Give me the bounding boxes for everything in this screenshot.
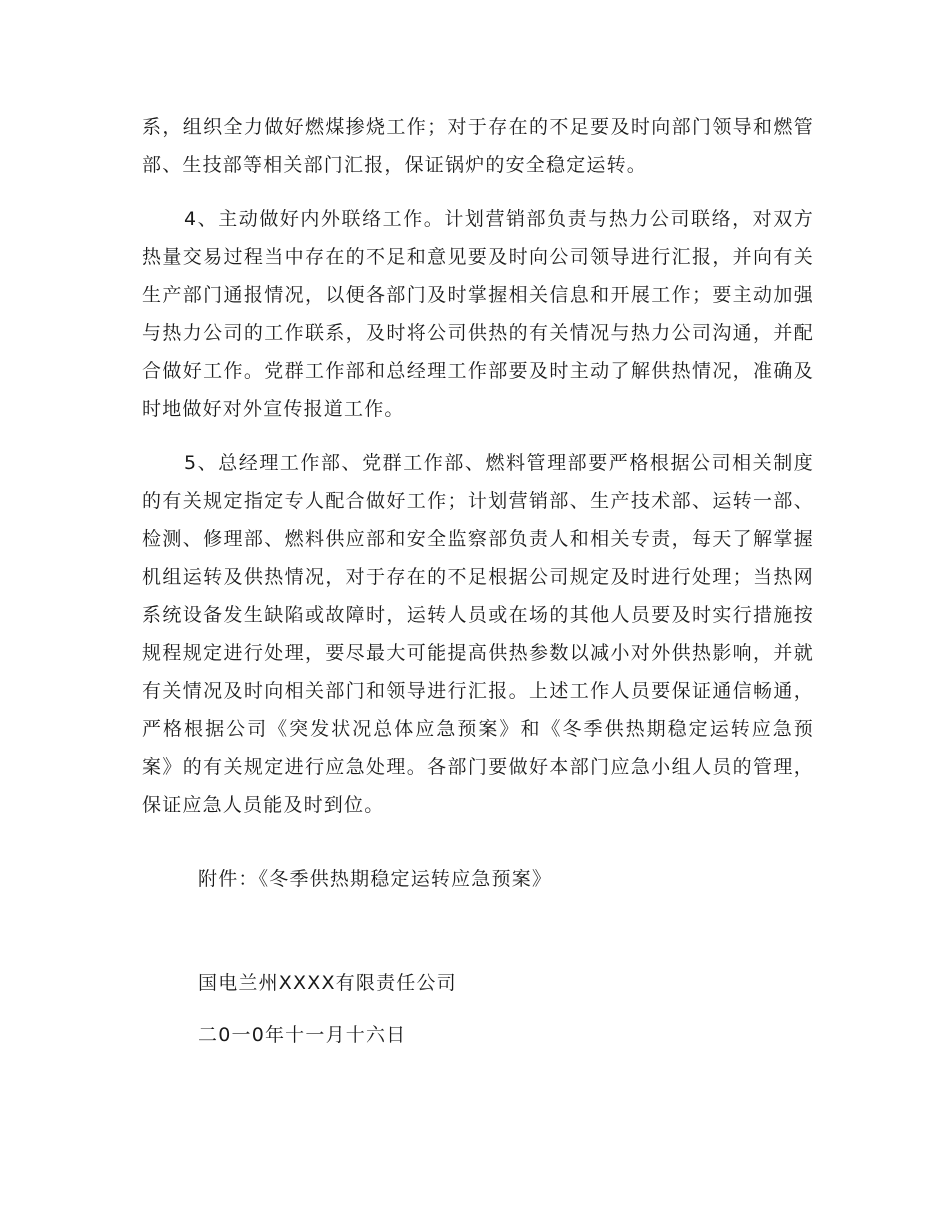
paragraph-continuation: 系，组织全力做好燃煤掺烧工作；对于存在的不足要及时向部门领导和燃管部、生技部等相关部门汇报，保证锅炉的安全稳定运转。 [142,116,814,176]
attachment-note: 附件：《冬季供热期稳定运转应急预案》 [198,868,553,890]
signature-date: 二0一0年十一月十六日 [198,1024,407,1046]
paragraph-item-5: 5、总经理工作部、党群工作部、燃料管理部要严格根据公司相关制度的有关规定指定专人配合做好工作；计划营销部、生产技术部、运转一部、检测、修理部、燃料供应部和安全监察部负责人和相关专责，每天了解掌握机组运转及供热情况，对于存在的不足根据公司规定及时进行处理；当热网系统设备发生缺陷或故障时，运转人员或在场的其他人员要及时实行措施按规程规定进行处理，要尽最大可能提高供热参数以减小对外供热影响，并就有关情况及时向相关部门和领导进行汇报。上述工作人员要保证通信畅通，严格根据公司《突发状况总体应急预案》和《冬季供热期稳定运转应急预案》的有关规定进行应急处理。各部门要做好本部门应急小组人员的管理，保证应急人员能及时到位。 [142,452,814,816]
signature-organization: 国电兰州XXXX有限责任公司 [198,972,457,994]
document-body [142,108,814,824]
paragraph-item-4: 4、主动做好内外联络工作。计划营销部负责与热力公司联络，对双方热量交易过程当中存在的不足和意见要及时向公司领导进行汇报，并向有关生产部门通报情况，以便各部门及时掌握相关信息和开展工作；要主动加强与热力公司的工作联系，及时将公司供热的有关情况与热力公司沟通，并配合做好工作。党群工作部和总经理工作部要及时主动了解供热情况，准确及时地做好对外宣传报道工作。 [142,208,814,420]
